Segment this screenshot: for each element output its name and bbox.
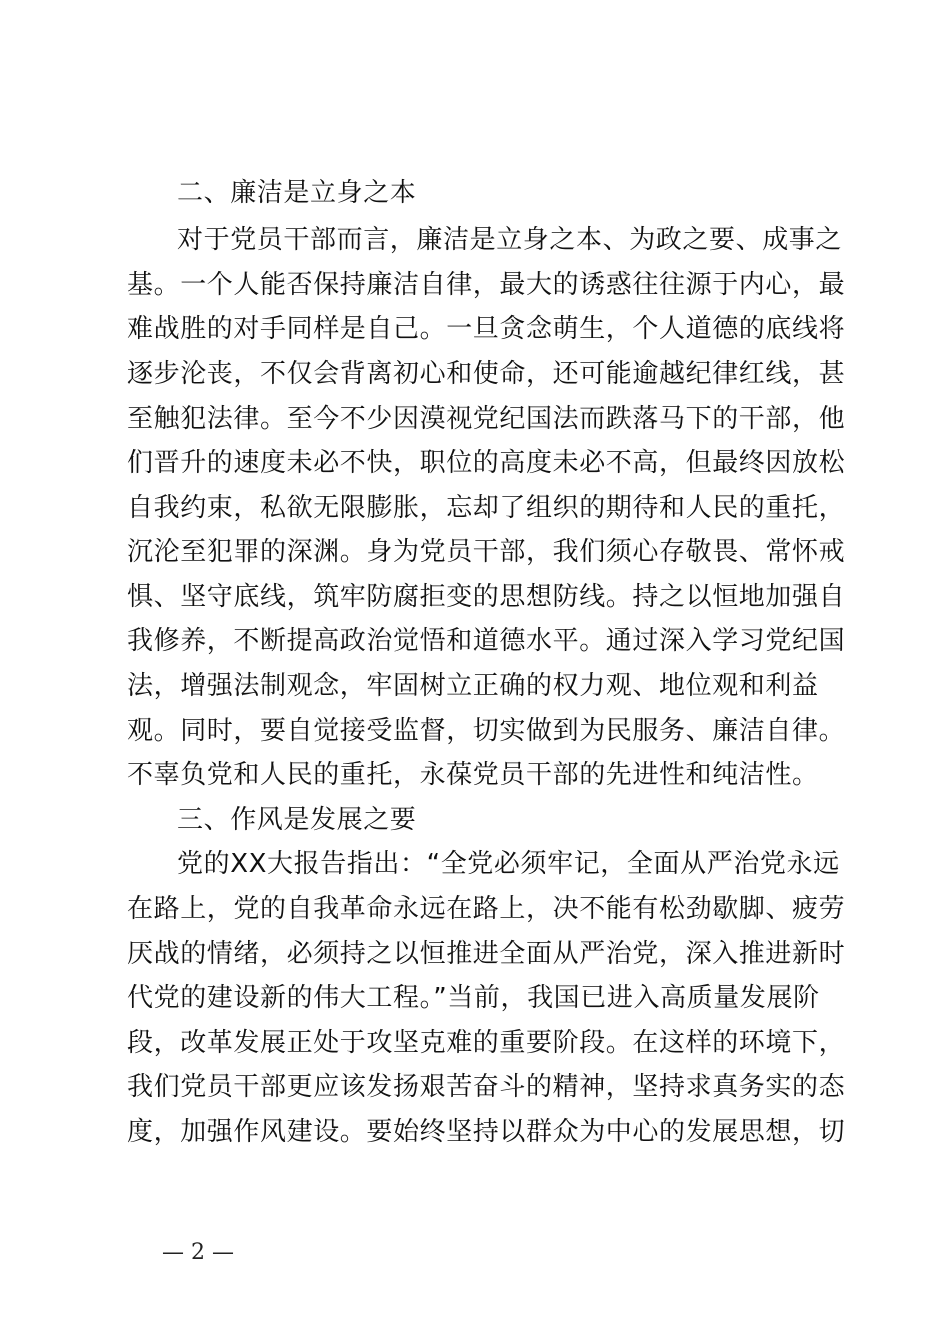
paragraph-line: 逐步沦丧，不仅会背离初心和使命，还可能逾越纪律红线，甚	[127, 359, 846, 389]
paragraph-line: 不辜负党和人民的重托，永葆党员干部的先进性和纯洁性。	[127, 760, 819, 790]
paragraph-line: 沉沦至犯罪的深渊。身为党员干部，我们须心存敬畏、常怀戒	[127, 537, 846, 567]
paragraph-line: 惧、坚守底线，筑牢防腐拒变的思想防线。持之以恒地加强自	[127, 582, 846, 612]
paragraph-line: 自我约束，私欲无限膨胀，忘却了组织的期待和人民的重托，	[127, 493, 846, 523]
paragraph-line: 我修养，不断提高政治觉悟和道德水平。通过深入学习党纪国	[127, 626, 846, 656]
paragraph-line: 至触犯法律。至今不少因漠视党纪国法而跌落马下的干部，他	[127, 404, 846, 434]
paragraph-line: 基。一个人能否保持廉洁自律，最大的诱惑往往源于内心，最	[127, 270, 846, 300]
page-number: — 2 —	[162, 1240, 234, 1265]
paragraph-line: 对于党员干部而言，廉洁是立身之本、为政之要、成事之	[177, 225, 843, 255]
paragraph-line: 们晋升的速度未必不快，职位的高度未必不高，但最终因放松	[127, 448, 846, 478]
paragraph-line: 观。同时，要自觉接受监督，切实做到为民服务、廉洁自律。	[127, 716, 846, 746]
paragraph-line: 段，改革发展正处于攻坚克难的重要阶段。在这样的环境下，	[127, 1028, 846, 1058]
section-2-heading: 二、廉洁是立身之本	[177, 178, 417, 208]
paragraph-line: 代党的建设新的伟大工程。”当前，我国已进入高质量发展阶	[127, 983, 820, 1013]
paragraph-line: 党的XX大报告指出：“全党必须牢记，全面从严治党永远	[177, 849, 840, 879]
paragraph-line: 法，增强法制观念，牢固树立正确的权力观、地位观和利益	[127, 671, 819, 701]
paragraph-line: 我们党员干部更应该发扬艰苦奋斗的精神，坚持求真务实的态	[127, 1072, 846, 1102]
paragraph-line: 厌战的情绪，必须持之以恒推进全面从严治党，深入推进新时	[127, 939, 846, 969]
paragraph-line: 在路上，党的自我革命永远在路上，决不能有松劲歇脚、疲劳	[127, 894, 846, 924]
section-3-heading: 三、作风是发展之要	[177, 805, 417, 835]
paragraph-line: 难战胜的对手同样是自己。一旦贪念萌生，个人道德的底线将	[127, 314, 846, 344]
paragraph-line: 度，加强作风建设。要始终坚持以群众为中心的发展思想，切	[127, 1117, 846, 1147]
